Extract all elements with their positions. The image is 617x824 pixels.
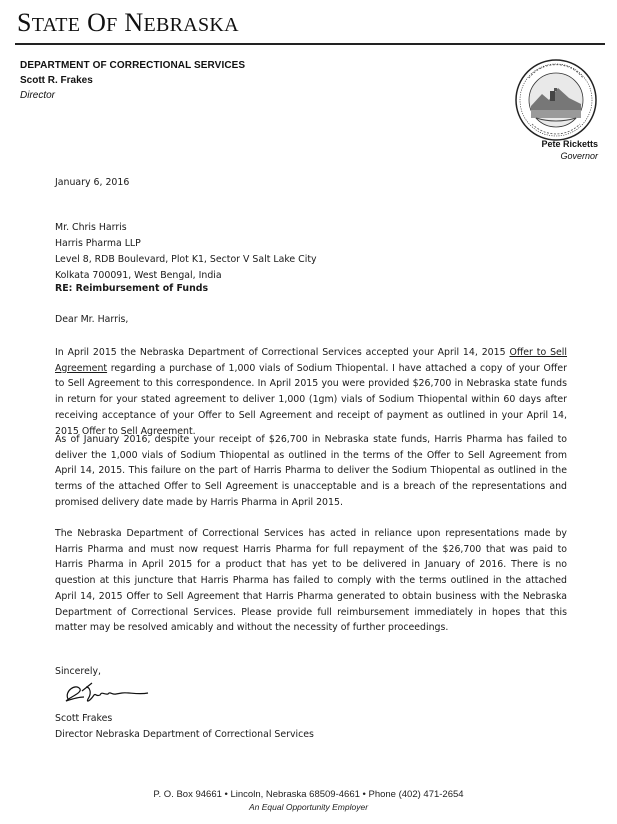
paragraph-3: The Nebraska Department of Correctional Services has acted in reliance upon representations made by Harris Pharma and must now request Harris Pharma for full repayment of the $26,700 that was paid to Harris Pharma in April 2015 for a product that has yet to be delivered in January of 2016. There is no question at this juncture that Harris Pharma has failed to comply with the terms outlined in the attached April 14, 2015 Offer to Sell Agreement that Harris Pharma generated to obtain business with the Nebraska Department of Correctional Services. Please provide full reimbursement immediately in hopes that this matter may be resolved amicably and without the necessity of further proceedings. — [55, 528, 567, 634]
header-rule — [15, 43, 605, 45]
director-name: Scott R. Frakes — [20, 75, 93, 86]
governor-name: Pete Ricketts — [541, 139, 598, 149]
recipient-line: Harris Pharma LLP — [55, 238, 141, 249]
paragraph-1-text: In April 2015 the Nebraska Department of Correctional Services accepted your April 14, 2015 — [55, 347, 510, 358]
great-seal-of-nebraska-icon — [514, 58, 598, 142]
state-name-text: STATE OF NEBRASKA — [17, 8, 239, 37]
letter-date: January 6, 2016 — [55, 177, 130, 188]
director-title: Director — [20, 90, 56, 101]
letterhead-state-name — [17, 8, 239, 38]
signer-title: Director Nebraska Department of Correctional Services — [55, 729, 314, 740]
paragraph-1 — [55, 345, 567, 439]
footer-address: P. O. Box 94661 • Lincoln, Nebraska 68509-4661 • Phone (402) 471-2654 — [153, 789, 464, 800]
recipient-line: Mr. Chris Harris — [55, 222, 127, 233]
recipient-line: Level 8, RDB Boulevard, Plot K1, Sector V Salt Lake City — [55, 254, 317, 265]
closing: Sincerely, — [55, 666, 101, 677]
footer-tagline: An Equal Opportunity Employer — [248, 802, 369, 812]
subject-line: RE: Reimbursement of Funds — [55, 283, 209, 294]
signer-name: Scott Frakes — [55, 713, 113, 724]
governor-title: Governor — [560, 151, 598, 161]
recipient-line: Kolkata 700091, West Bengal, India — [55, 270, 222, 281]
paragraph-2: As of January 2016, despite your receipt of $26,700 in Nebraska state funds, Harris Pharma has failed to deliver the 1,000 vials of Sodium Thiopental as outlined in the terms of the Offer to Sell Agreement from April 14, 2015. This failure on the part of Harris Pharma to deliver the Sodium Thiopental as outlined in the terms of the attached Offer to Sell Agreement is unacceptable and is a breach of the representations and promised delivery date made by Harris Pharma in April 2015. — [55, 434, 567, 508]
salutation: Dear Mr. Harris, — [55, 314, 129, 325]
handwritten-signature — [62, 677, 152, 707]
paragraph-1-text-cont: regarding a purchase of 1,000 vials of Sodium Thiopental. I have attached a copy of your Offer to Sell Agreement to this correspondence. In April 2015 you were provided $26,700 in Nebraska state funds in return for your stated agreement to deliver 1,000 (1gm) vials of Sodium Thiopental within 60 days after receiving acceptance of your Offer to Sell Agreement and receipt of payment as outlined in your April 14, 2015 Offer to Sell Agreement. — [55, 362, 567, 437]
department-name: DEPARTMENT OF CORRECTIONAL SERVICES — [20, 60, 246, 71]
offer-to-sell-agreement-reference: Offer to Sell Agreement — [55, 347, 568, 374]
